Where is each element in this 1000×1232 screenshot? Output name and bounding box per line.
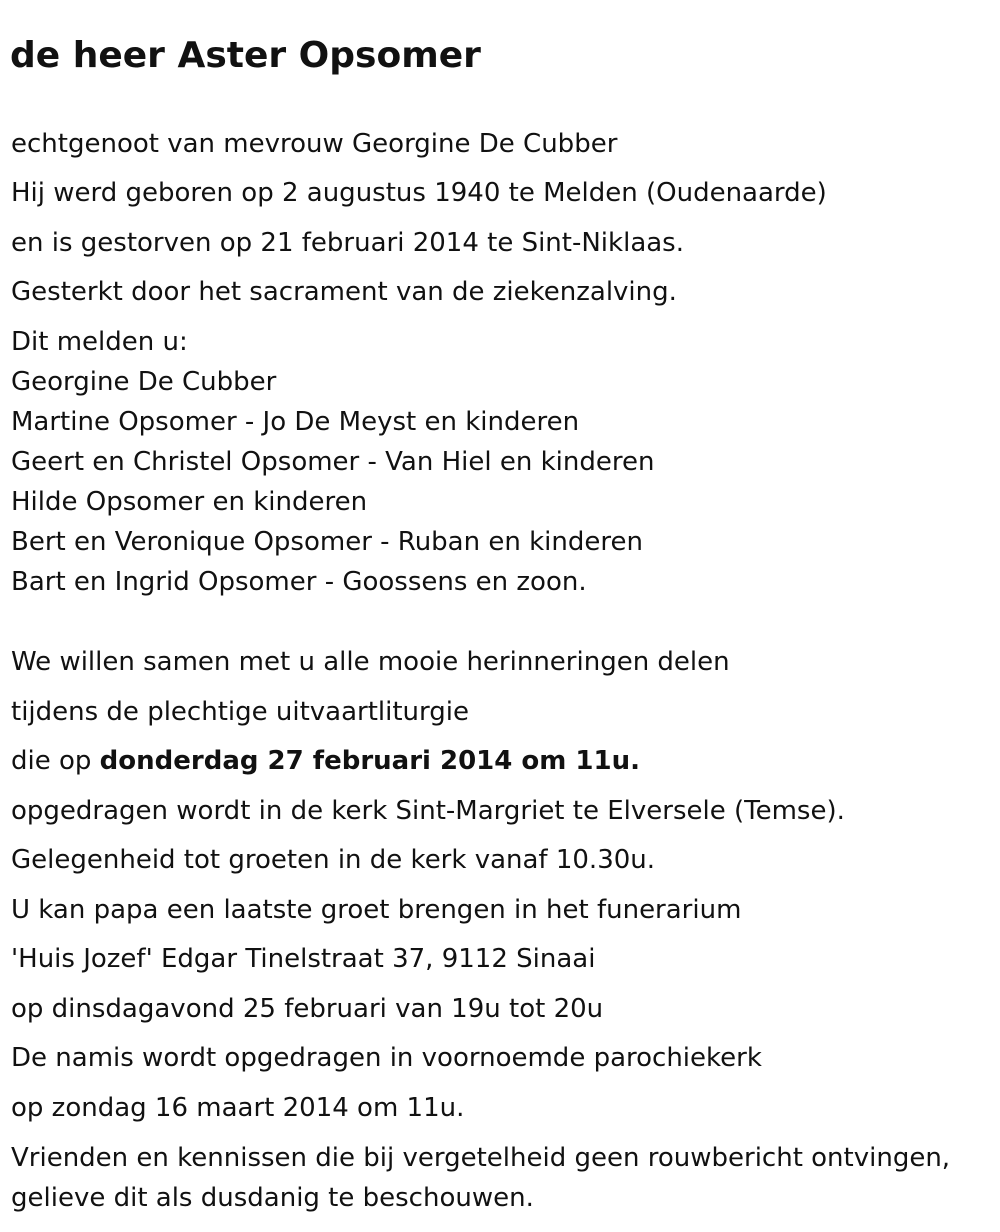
family-member: Hilde Opsomer en kinderen [11,487,368,517]
birth-line: Hij werd geboren op 2 augustus 1940 te Melden (Oudenaarde) [11,178,827,208]
ceremony-location-line: opgedragen wordt in de kerk Sint-Margriet te Elversele (Temse). [11,796,845,826]
funerarium-line: U kan papa een laatste groet brengen in het funerarium [11,895,742,925]
ceremony-line: tijdens de plechtige uitvaartliturgie [11,697,469,727]
ceremony-date-line [11,744,640,778]
visitation-time: op dinsdagavond 25 februari van 19u tot 20u [11,994,604,1024]
memorial-mass-line: De namis wordt opgedragen in voornoemde parochiekerk [11,1043,762,1073]
death-line: en is gestorven op 21 februari 2014 te Sint-Niklaas. [11,228,684,258]
ceremony-line: We willen samen met u alle mooie herinneringen delen [11,647,730,677]
obituary-title: de heer Aster Opsomer [10,35,481,76]
family-member: Bert en Veronique Opsomer - Ruban en kinderen [11,527,643,557]
ceremony-date-prefix: die op [11,746,100,776]
spouse-line: echtgenoot van mevrouw Georgine De Cubber [11,129,618,159]
family-member: Martine Opsomer - Jo De Meyst en kinderen [11,407,580,437]
family-member: Georgine De Cubber [11,367,277,397]
family-member: Geert en Christel Opsomer - Van Hiel en kinderen [11,447,655,477]
closing-line: gelieve dit als dusdanig te beschouwen. [11,1183,534,1213]
closing-line: Vrienden en kennissen die bij vergetelheid geen rouwbericht ontvingen, [11,1143,951,1173]
greeting-line: Gelegenheid tot groeten in de kerk vanaf 10.30u. [11,845,656,875]
family-member: Bart en Ingrid Opsomer - Goossens en zoon. [11,567,587,597]
family-heading: Dit melden u: [11,327,188,357]
sacrament-line: Gesterkt door het sacrament van de ziekenzalving. [11,277,677,307]
memorial-mass-date: op zondag 16 maart 2014 om 11u. [11,1093,465,1123]
funerarium-address: 'Huis Jozef' Edgar Tinelstraat 37, 9112 Sinaai [11,944,596,974]
ceremony-date: donderdag 27 februari 2014 om 11u. [99,746,640,776]
